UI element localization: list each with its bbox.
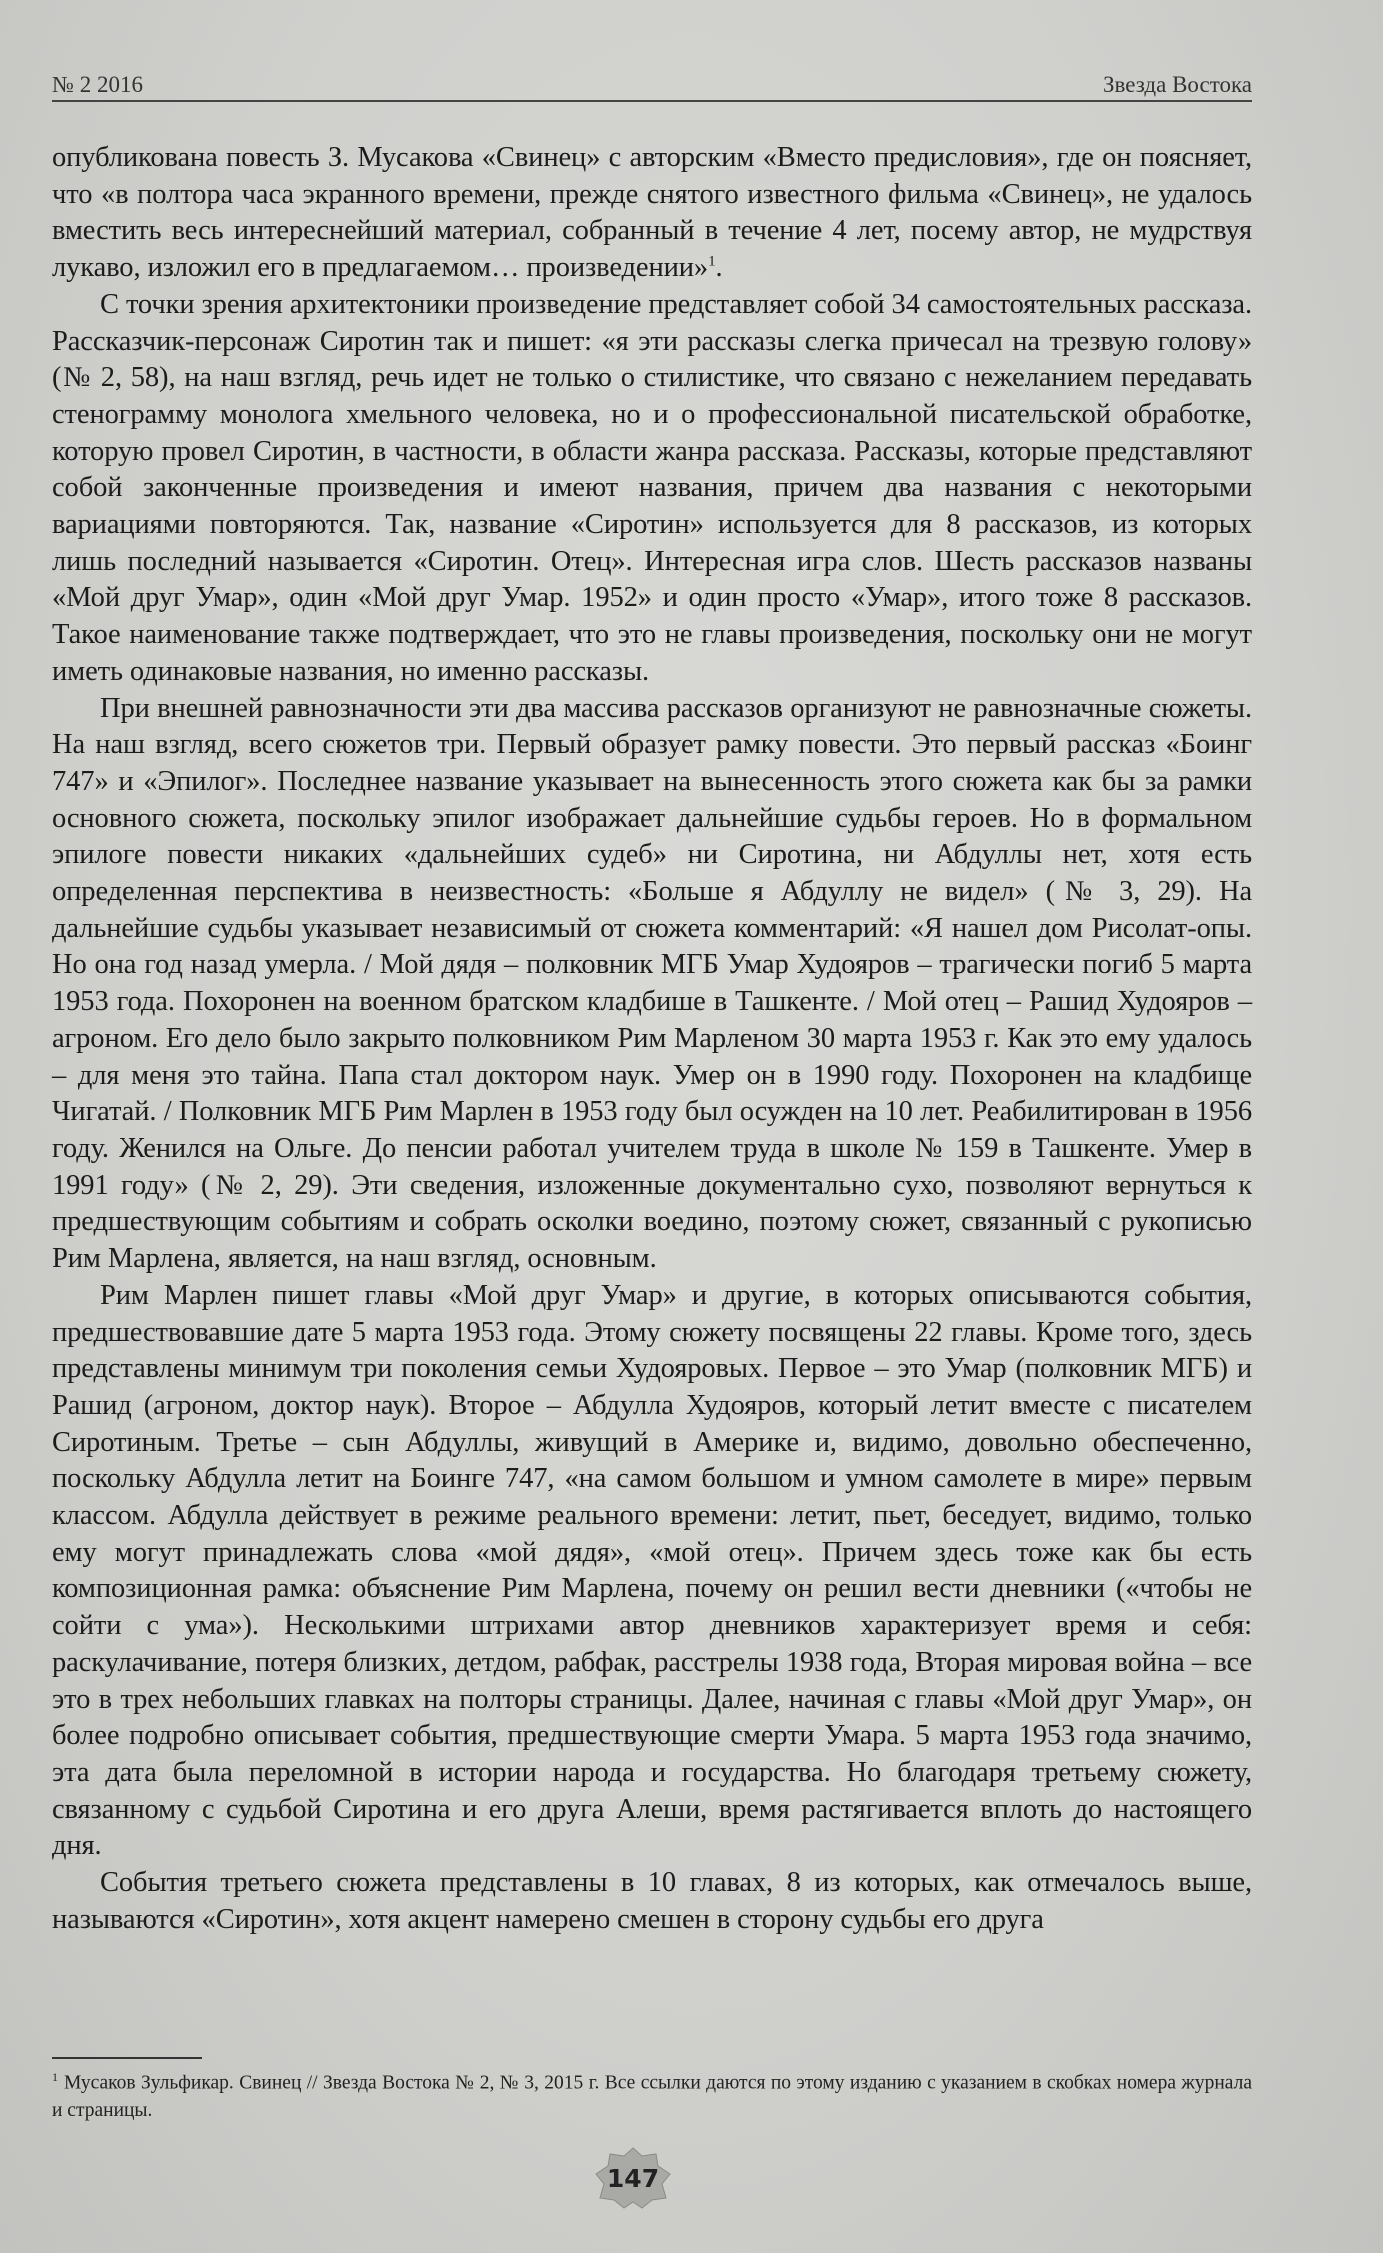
footnote-ref: 1 bbox=[708, 253, 716, 270]
paragraph-3: При внешней равнозначности эти два массива рассказов организуют не равнозначные сюжеты. На наш взгляд, всего сюжетов три. Первый образует рамку повести. Это первый рассказ «Боинг 747» и «Эпилог». Последнее название указывает на вынесенность этого сюжета как бы за рамки основного сюжета, поскольку эпилог изображает дальнейшие судьбы героев. Но в формальном эпилоге повести никаких «дальнейших судеб» ни Сиротина, ни Абдуллы нет, хотя есть определенная перспектива в неизвестность: «Больше я Абдуллу не видел» (№ 3, 29). На дальнейшие судьбы указывает независимый от сюжета комментарий: «Я нашел дом Рисолат-опы. Но она год назад умерла. / Мой дядя – полковник МГБ Умар Худояров – трагически погиб 5 марта 1953 года. Похоронен на военном братском кладбише в Ташкенте. / Мой отец – Рашид Худояров – агроном. Его дело было закрыто полковником Рим Марленом 30 марта 1953 г. Как это ему удалось – для меня это тайна. Папа стал доктором наук. Умер он в 1990 году. Похоронен на кладбище Чигатай. / Полковник МГБ Рим Марлен в 1953 году был осужден на 10 лет. Реабилитирован в 1956 году. Женился на Ольге. До пенсии работал учителем труда в школе № 159 в Ташкенте. Умер в 1991 году» (№ 2, 29). Эти сведения, изложенные документально сухо, позволяют вернуться к предшествующим событиям и собрать осколки воедино, поэтому сюжет, связанный с рукописью Рим Марлена, является, на наш взгляд, основным. bbox=[52, 692, 1252, 1275]
page-number: 147 bbox=[606, 2163, 660, 2193]
footnote-text: Мусаков Зульфикар. Свинец // Звезда Востока № 2, № 3, 2015 г. Все ссылки даются по этому изданию с указанием в скобках номера журнала и страницы. bbox=[52, 2072, 1252, 2121]
paragraph-5: События третьего сюжета представлены в 10 главах, 8 из которых, как отмечалось выше, называются «Сиротин», хотя акцент намерено смешен в сторону судьбы его друга bbox=[52, 1867, 1252, 1935]
paragraph-1-end: . bbox=[715, 252, 723, 284]
paragraph-2: С точки зрения архитектоники произведение представляет собой 34 самостоятельных рассказа. Рассказчик-персонаж Сиротин так и пишет: «я эти рассказы слегка причесал на трезвую голову» (№ 2, 58), на наш взгляд, речь идет не только о стилистике, что связано с нежеланием передавать стенограмму монолога хмельного человека, но и о профессиональной писательской обработке, которую провел Сиротин, в частности, в области жанра рассказа. Рассказы, которые представляют собой законченные произведения и имеют названия, причем два названия с некоторыми вариациями повторяются. Так, название «Сиротин» используется для 8 рассказов, из которых лишь последний называется «Сиротин. Отец». Интересная игра слов. Шесть рассказов названы «Мой друг Умар», один «Мой друг Умар. 1952» и один просто «Умар», итого тоже 8 рассказов. Такое наименование также подтверждает, что это не главы произведения, поскольку они не могут иметь одинаковые названия, но именно рассказы. bbox=[52, 288, 1252, 687]
footnote-mark: 1 bbox=[52, 2070, 58, 2084]
journal-title: Звезда Востока bbox=[1103, 72, 1252, 97]
paragraph-4: Рим Марлен пишет главы «Мой друг Умар» и другие, в которых описываются события, предшествовавшие дате 5 марта 1953 года. Этому сюжету посвящены 22 главы. Кроме того, здесь представлены минимум три поколения семьи Худояровых. Первое – это Умар (полковник МГБ) и Рашид (агроном, доктор наук). Второе – Абдулла Худояров, который летит вместе с писателем Сиротиным. Третье – сын Абдуллы, живущий в Америке и, видимо, довольно обеспеченно, поскольку Абдулла летит на Боинге 747, «на самом большом и умном самолете в мире» первым классом. Абдулла действует в режиме реального времени: летит, пьет, беседует, видимо, только ему могут принадлежать слова «мой дядя», «мой отец». Причем здесь тоже как бы есть композиционная рамка: объяснение Рим Марлена, почему он решил вести дневники («чтобы не сойти с ума»). Несколькими штрихами автор дневников характеризует время и себя: раскулачивание, потеря близких, детдом, рабфак, расстрелы 1938 года, Вторая мировая война – все это в трех небольших главках на полторы страницы. Далее, начиная с главы «Мой друг Умар», он более подробно описывает события, предшествующие смерти Умара. 5 марта 1953 года значимо, эта дата была переломной в истории народа и государства. Но благодаря третьему сюжету, связанному с судьбой Сиротина и его друга Алеши, время растягивается вплоть до настоящего дня. bbox=[52, 1279, 1252, 1862]
running-header bbox=[52, 62, 1252, 98]
paragraph-1-text: опубликована повесть З. Мусакова «Свинец» с авторским «Вместо предисловия», где он поясняет, что «в полтора часа экранного времени, прежде снятого известного фильма «Свинец», не удалось вместить весь интереснейший материал, собранный в течение 4 лет, посему автор, не мудрствуя лукаво, изложил его в предлагаемом… произведении» bbox=[52, 142, 1252, 284]
paragraph-1 bbox=[52, 140, 1252, 287]
page-number-badge bbox=[592, 2146, 674, 2210]
issue-number: № 2 2016 bbox=[52, 72, 143, 97]
header-rule bbox=[52, 100, 1252, 102]
footnote-rule bbox=[52, 2057, 202, 2059]
body-text bbox=[52, 140, 1252, 1938]
footnote bbox=[52, 2064, 1252, 2124]
